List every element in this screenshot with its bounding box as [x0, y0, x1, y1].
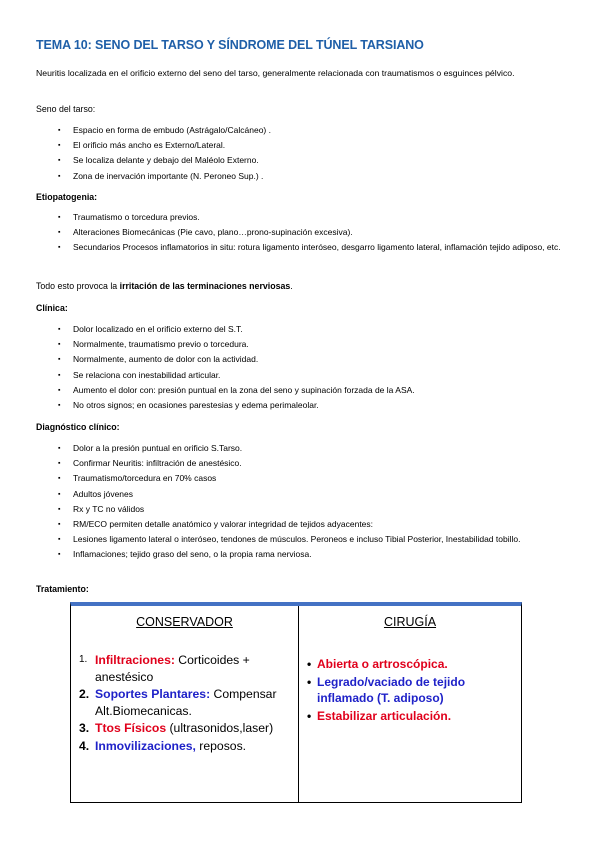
list-item: ▪ Alteraciones Biomecánicas (Pie cavo, plano…prono-supinación excesiva). [58, 225, 568, 240]
list-item: ▪ El orificio más ancho es Externo/Lateral. [58, 138, 568, 153]
list-item: 3. Ttos Físicos (ultrasonidos,laser) [79, 721, 274, 735]
list-item: ▪ Se relaciona con inestabilidad articular. [58, 368, 568, 383]
list-item: ▪ Aumento el dolor con: presión puntual en la zona del seno y supinación forzada de la ASA. [58, 383, 568, 398]
cirugia-list [307, 656, 517, 726]
todo-prefix: Todo esto provoca la [36, 281, 120, 291]
list-item: • Abierta o artroscópica. [307, 656, 517, 672]
conservador-header: CONSERVADOR [136, 615, 233, 629]
list-item: ▪ Zona de inervación importante (N. Peroneo Sup.) . [58, 169, 568, 184]
list-item: 4. Inmovilizaciones, reposos. [79, 738, 247, 753]
todo-bold: irritación de las terminaciones nerviosas [119, 281, 291, 291]
list-item: 2. Soportes Plantares: Compensar Alt.Biomecanicas. [79, 687, 277, 718]
list-item: ▪ Espacio en forma de embudo (Astrágalo/Calcáneo) . [58, 123, 568, 138]
cirugia-header: CIRUGÍA [383, 615, 437, 629]
clinica-heading: Clínica: [36, 303, 68, 313]
etiopatogenia-list [58, 210, 568, 256]
list-item: ▪ Traumatismo/torcedura en 70% casos [58, 471, 568, 486]
list-item: ▪ Dolor a la presión puntual en orificio S.Tarso. [58, 441, 568, 456]
list-item: ▪ Dolor localizado en el orificio externo del S.T. [58, 322, 568, 337]
list-item: ▪ Normalmente, traumatismo previo o torcedura. [58, 337, 568, 352]
list-item: ▪ Rx y TC no válidos [58, 502, 568, 517]
etiopatogenia-heading: Etiopatogenia: [36, 192, 98, 202]
conservador-list [79, 652, 294, 755]
cirugia-column [299, 606, 521, 802]
list-item: ▪ Inflamaciones; tejido graso del seno, o la propia rama nerviosa. [58, 547, 568, 562]
list-item: 1. Infiltraciones: Corticoides + anestésico [79, 653, 250, 684]
list-item: ▪ RM/ECO permiten detalle anatómico y valorar integridad de tejidos adyacentes: [58, 517, 568, 532]
tratamiento-heading: Tratamiento: [36, 584, 89, 594]
conservador-column [71, 606, 299, 802]
list-item: ▪ Traumatismo o torcedura previos. [58, 210, 568, 225]
intro-paragraph: Neuritis localizada en el orificio externo del seno del tarso, generalmente relacionada con traumatismos o esguinces pélvico. [36, 68, 515, 78]
list-item: • Estabilizar articulación. [307, 708, 517, 724]
list-item: ▪ Adultos jóvenes [58, 487, 568, 502]
diagnostico-heading: Diagnóstico clínico: [36, 422, 120, 432]
treatment-table [70, 602, 522, 803]
todo-paragraph [36, 281, 293, 291]
list-item: ▪ Secundarios Procesos inflamatorios in situ: rotura ligamento interóseo, desgarro ligamento lateral, inflamación tejido adiposo, etc. [58, 240, 568, 255]
seno-list [58, 123, 568, 184]
todo-suffix: . [290, 281, 293, 291]
diagnostico-list [58, 441, 568, 563]
clinica-list [58, 322, 568, 413]
list-item: ▪ Confirmar Neuritis: infiltración de anestésico. [58, 456, 568, 471]
list-item: • Legrado/vaciado de tejido inflamado (T. adiposo) [307, 674, 517, 706]
list-item: ▪ Se localiza delante y debajo del Maléolo Externo. [58, 153, 568, 168]
page-title: TEMA 10: SENO DEL TARSO Y SÍNDROME DEL TÚNEL TARSIANO [36, 38, 424, 52]
list-item: ▪ Lesiones ligamento lateral o interóseo, tendones de músculos. Peroneos e incluso Tibial Posterior, Inestabilidad tobillo. [58, 532, 568, 547]
list-item: ▪ Normalmente, aumento de dolor con la actividad. [58, 352, 568, 367]
seno-heading: Seno del tarso: [36, 104, 96, 114]
list-item: ▪ No otros signos; en ocasiones parestesias y edema perimaleolar. [58, 398, 568, 413]
